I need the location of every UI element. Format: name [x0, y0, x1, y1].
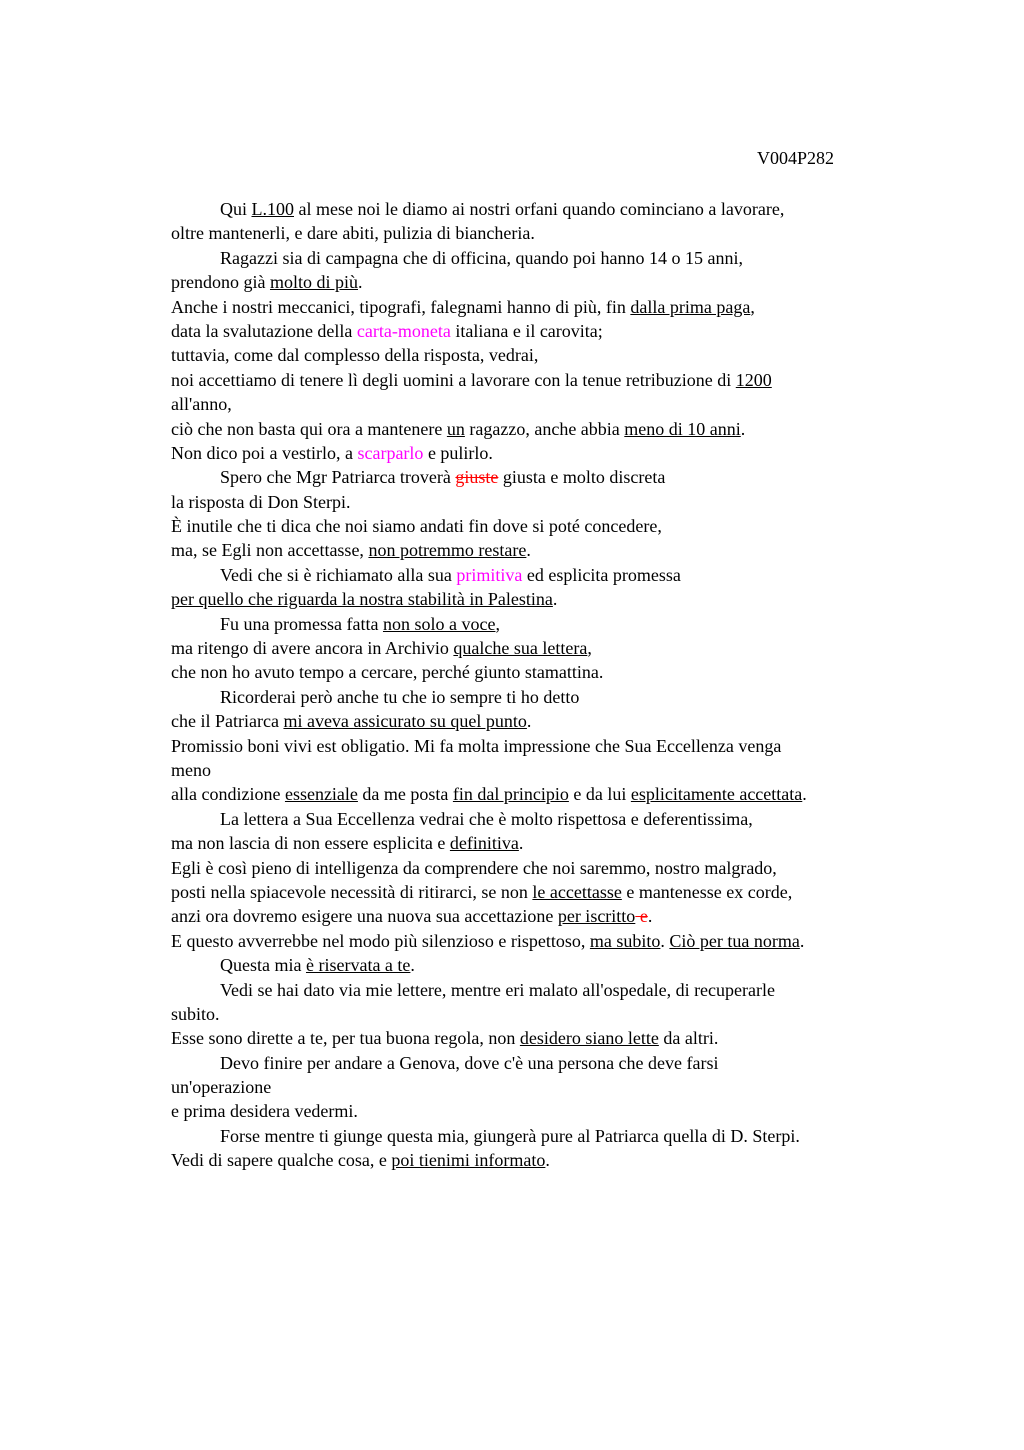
text-segment: Ragazzi sia di campagna che di officina, quando poi hanno 14 o 15 anni,	[220, 247, 744, 268]
text-segment: ragazzo, anche abbia	[464, 418, 625, 439]
text-line	[171, 782, 911, 806]
text-segment: E questo avverrebbe nel modo più silenzioso e rispettoso,	[171, 930, 590, 951]
text-line	[171, 319, 911, 343]
text-line	[171, 856, 911, 880]
text-line	[171, 514, 911, 538]
text-segment: e da lui	[568, 784, 631, 805]
text-line	[171, 807, 911, 831]
text-segment: Vedi se hai dato via mie lettere, mentre eri malato all'ospedale, di recuperarle	[220, 979, 775, 1000]
underlined-text: L.100	[251, 199, 294, 219]
underlined-text: esplicitamente accettata	[630, 784, 803, 805]
underlined-text: fin dal principio	[452, 784, 569, 805]
text-line	[171, 758, 911, 782]
text-segment: Non dico poi a vestirlo, a	[171, 442, 358, 463]
text-line	[171, 685, 911, 709]
text-line	[171, 197, 911, 221]
text-line	[171, 295, 911, 319]
underlined-text: ma subito	[589, 930, 661, 951]
text-segment: La lettera a Sua Eccellenza vedrai che è molto rispettosa e deferentissima,	[220, 808, 753, 829]
text-segment: .	[410, 955, 415, 976]
text-segment: ma, se Egli non accettasse,	[171, 540, 369, 561]
text-line	[171, 1002, 911, 1026]
text-line	[171, 490, 911, 514]
text-segment: Fu una promessa fatta	[220, 613, 383, 634]
text-segment: italiana e il carovita;	[450, 320, 603, 341]
text-segment: .	[740, 418, 746, 439]
text-segment: da me posta	[357, 784, 453, 805]
text-line	[171, 563, 911, 587]
text-line	[171, 1026, 911, 1050]
highlighted-text: carta-moneta	[356, 320, 451, 341]
underlined-text: 1200	[735, 369, 772, 390]
underlined-text: un	[446, 418, 465, 439]
text-line	[171, 734, 911, 758]
text-segment: da altri.	[658, 1028, 719, 1049]
text-line	[171, 587, 911, 611]
text-segment: ciò che non basta qui ora a mantenere	[171, 418, 447, 439]
text-line	[171, 709, 911, 733]
text-line	[171, 636, 911, 660]
underlined-text: definitiva	[449, 833, 519, 854]
text-segment: .	[526, 540, 531, 561]
struck-text: giuste	[455, 467, 499, 488]
text-line	[171, 978, 911, 1002]
text-line	[171, 953, 911, 977]
text-segment: che non ho avuto tempo a cercare, perché giunto stamattina.	[171, 662, 604, 683]
text-segment: e pulirlo.	[423, 442, 493, 463]
text-line	[171, 343, 911, 367]
text-segment: che il Patriarca	[171, 711, 284, 732]
text-segment: Spero che Mgr Patriarca troverà	[220, 467, 456, 488]
underlined-text: è riservata a te	[305, 955, 411, 976]
text-segment: ,	[587, 638, 592, 659]
underlined-text: molto di più	[269, 272, 358, 293]
text-segment: tuttavia, come dal complesso della risposta, vedrai,	[171, 345, 539, 366]
text-line	[171, 538, 911, 562]
text-segment: la risposta di Don Sterpi.	[171, 491, 351, 512]
text-segment: Promissio boni vivi est obligatio. Mi fa molta impressione che Sua Eccellenza venga	[171, 735, 782, 756]
text-segment: noi accettiamo di tenere lì degli uomini a lavorare con la tenue retribuzione di	[171, 369, 736, 390]
text-segment: e mantenesse ex corde,	[621, 881, 793, 902]
text-line	[171, 880, 911, 904]
text-line	[171, 392, 911, 416]
text-segment: .	[526, 711, 532, 732]
text-segment: anzi ora dovremo esigere una nuova sua accettazione	[171, 906, 558, 927]
text-line	[171, 831, 911, 855]
text-line	[171, 904, 911, 928]
text-segment: e prima desidera vedermi.	[171, 1101, 358, 1122]
text-segment: oltre mantenerli, e dare abiti, pulizia di biancheria.	[171, 223, 535, 244]
text-segment: meno	[171, 759, 211, 780]
text-segment: .	[647, 906, 653, 927]
underlined-text: per iscritto	[557, 906, 636, 927]
text-segment: Questa mia	[220, 955, 306, 976]
text-segment: .	[552, 589, 558, 610]
text-segment: Devo finire per andare a Genova, dove c'è una persona che deve farsi	[220, 1052, 719, 1073]
text-segment: Forse mentre ti giunge questa mia, giungerà pure al Patriarca quella di D. Sterpi.	[220, 1125, 800, 1146]
text-segment: Vedi che si è richiamato alla sua	[220, 564, 457, 585]
text-segment: .	[545, 1150, 550, 1171]
underlined-text: non solo a voce	[382, 613, 496, 634]
text-segment: ,	[495, 613, 500, 634]
text-line	[171, 441, 911, 465]
page-reference: V004P282	[757, 148, 835, 168]
text-segment: prendono già	[171, 272, 270, 293]
text-segment: Qui	[220, 199, 252, 219]
text-segment: Esse sono dirette a te, per tua buona regola, non	[171, 1028, 520, 1049]
text-line	[171, 221, 911, 245]
text-segment: È inutile che ti dica che noi siamo andati fin dove si poté concedere,	[171, 516, 662, 537]
underlined-text: Ciò per tua norma	[669, 930, 800, 951]
underlined-text: desidero siano lette	[519, 1028, 659, 1049]
underlined-text: le accettasse	[532, 881, 622, 902]
text-segment: ed esplicita promessa	[522, 564, 681, 585]
text-segment: .	[660, 930, 670, 951]
text-segment: all'anno,	[171, 394, 232, 415]
letter-body	[171, 197, 911, 1173]
underlined-text: dalla prima paga	[630, 296, 751, 317]
underlined-text: meno di 10 anni	[624, 418, 741, 439]
text-segment: data la svalutazione della	[171, 320, 357, 341]
text-segment: alla condizione	[171, 784, 285, 805]
text-segment: Egli è così pieno di intelligenza da comprendere che noi saremmo, nostro malgrado,	[171, 857, 777, 878]
underlined-text: mi aveva assicurato su quel punto	[283, 711, 527, 732]
struck-text: e	[635, 906, 648, 927]
text-line	[171, 246, 911, 270]
text-segment: Vedi di sapere qualche cosa, e	[171, 1150, 392, 1171]
text-segment: Ricorderai però anche tu che io sempre ti ho detto	[220, 686, 580, 707]
text-segment: giusta e molto discreta	[498, 467, 666, 488]
text-line	[171, 612, 911, 636]
text-line	[171, 465, 911, 489]
text-line	[171, 1148, 911, 1172]
text-segment: posti nella spiacevole necessità di ritirarci, se non	[171, 881, 533, 902]
text-line	[171, 1075, 911, 1099]
text-segment: Anche i nostri meccanici, tipografi, falegnami hanno di più, fin	[171, 296, 631, 317]
text-line	[171, 1051, 911, 1075]
text-segment: un'operazione	[171, 1077, 272, 1098]
text-segment: ma non lascia di non essere esplicita e	[171, 833, 450, 854]
text-line	[171, 660, 911, 684]
text-segment: .	[358, 272, 363, 293]
underlined-text: essenziale	[284, 784, 358, 805]
underlined-text: qualche sua lettera	[453, 638, 588, 659]
text-segment: ,	[750, 296, 755, 317]
underlined-text: poi tienimi informato	[391, 1150, 546, 1171]
text-line	[171, 417, 911, 441]
underlined-text: non potremmo restare	[368, 540, 527, 561]
text-line	[171, 270, 911, 294]
text-segment: ma ritengo di avere ancora in Archivio	[171, 638, 454, 659]
highlighted-text: primitiva	[456, 564, 523, 585]
text-segment: .	[518, 833, 524, 854]
text-line	[171, 1099, 911, 1123]
underlined-text: per quello che riguarda la nostra stabilità in Palestina	[171, 589, 553, 610]
text-segment: .	[802, 784, 807, 805]
text-segment: .	[799, 930, 805, 951]
text-line	[171, 368, 911, 392]
highlighted-text: scarparlo	[357, 442, 424, 463]
text-line	[171, 1124, 911, 1148]
text-segment: subito.	[171, 1003, 220, 1024]
text-segment: al mese noi le diamo ai nostri orfani quando cominciano a lavorare,	[294, 199, 785, 219]
text-line	[171, 929, 911, 953]
